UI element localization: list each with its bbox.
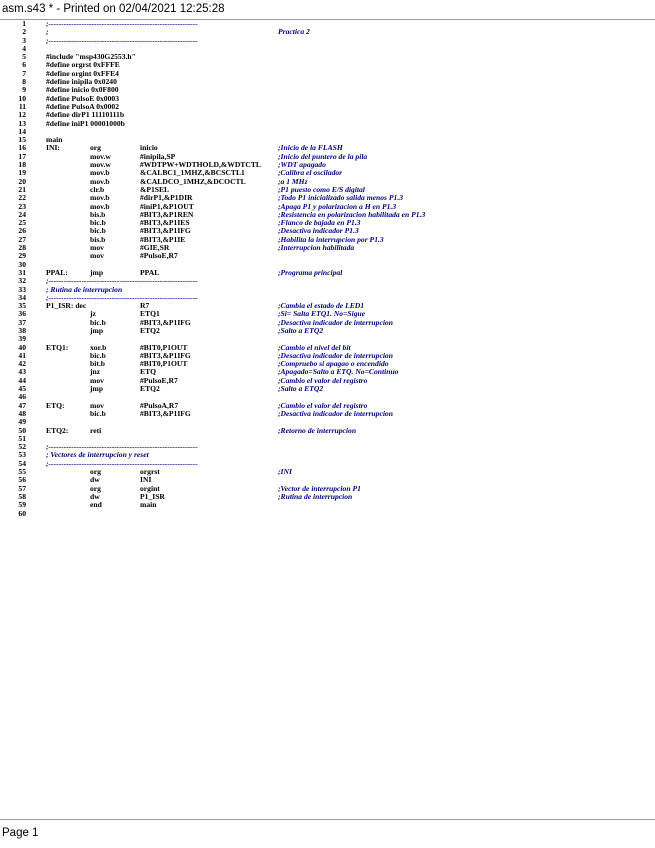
code-opcode: mov <box>90 251 104 261</box>
code-opcode: end <box>90 500 102 510</box>
code-operand: #BIT3,&P1IE <box>140 234 186 244</box>
line-number: 19 <box>18 168 26 178</box>
code-line <box>0 20 655 28</box>
code-line <box>0 128 655 136</box>
code-label: ETQ1: <box>46 342 69 352</box>
code-comment: ;Todo P1 inicializado salida menos P1.3 <box>278 193 404 203</box>
code-operand: #BIT3,&P1IFG <box>140 350 191 360</box>
code-opcode: org <box>90 143 101 153</box>
code-comment: ;Retorno de interrupcion <box>278 425 357 435</box>
code-comment: ;Inicio del puntero de la pila <box>278 151 368 161</box>
code-operand: inicio <box>140 143 158 153</box>
code-operand: INI <box>140 475 152 485</box>
line-number: 26 <box>18 226 26 236</box>
code-label: INI: <box>46 143 60 153</box>
code-operand: P1_ISR <box>140 491 165 501</box>
code-comment: ;Habilita la interrupcion por P1.3 <box>278 234 384 244</box>
code-opcode: org <box>90 467 101 477</box>
code-operand: &P1SEL <box>140 184 170 194</box>
line-number: 21 <box>18 184 26 194</box>
line-number: 7 <box>22 68 26 78</box>
code-line <box>0 427 655 435</box>
code-opcode: jmp <box>90 384 104 394</box>
code-operand: #BIT3,&P1IFG <box>140 226 191 236</box>
page-number: Page 1 <box>2 827 39 839</box>
code-label: ETQ: <box>46 400 65 410</box>
code-line <box>0 501 655 509</box>
code-comment: ;Desactiva indicador de interrupcion <box>278 317 393 327</box>
code-comment: ;Cambio el valor del registro <box>278 400 368 410</box>
line-number: 51 <box>18 433 26 443</box>
line-number: 33 <box>18 284 26 294</box>
footer-divider <box>0 819 655 820</box>
code-opcode: mov.w <box>90 160 111 170</box>
code-opcode: bic.b <box>90 317 106 327</box>
code-operand: ETQ <box>140 367 157 377</box>
code-comment: ;Desactiva indicador de interrupcion <box>278 350 393 360</box>
title-comment: Practica 2 <box>278 27 310 37</box>
separator-comment: ;----------------------------------------------------------- <box>46 35 198 45</box>
line-number: 55 <box>18 467 26 477</box>
line-number: 44 <box>18 375 26 385</box>
code-opcode: reti <box>90 425 102 435</box>
line-number: 20 <box>18 176 26 186</box>
code-line <box>0 510 655 518</box>
code-opcode: mov.b <box>90 201 110 211</box>
line-number: 12 <box>18 110 26 120</box>
section-comment: ; Vectores de interrupcion y reset <box>46 450 149 460</box>
print-header: asm.s43 * - Printed on 02/04/2021 12:25:28 <box>2 3 225 15</box>
code-line <box>0 385 655 393</box>
line-number: 28 <box>18 243 26 253</box>
code-opcode: xor.b <box>90 342 107 352</box>
code-line <box>0 37 655 45</box>
line-number: 35 <box>18 301 26 311</box>
line-number: 59 <box>18 500 26 510</box>
code-comment: ;P1 puesto como E/S digital <box>278 184 365 194</box>
code-line <box>0 410 655 418</box>
code-opcode: bit.b <box>90 359 105 369</box>
code-opcode: mov.b <box>90 193 110 203</box>
line-number: 52 <box>18 442 26 452</box>
code-comment: ;Programa principal <box>278 267 343 277</box>
code-opcode: bis.b <box>90 234 106 244</box>
line-number: 30 <box>18 259 26 269</box>
line-number: 37 <box>18 317 26 327</box>
separator-comment: ;----------------------------------------------------------- <box>46 442 198 452</box>
code-comment: ;Desactiva indicador de interrupcion <box>278 408 393 418</box>
line-number: 58 <box>18 491 26 501</box>
code-opcode: bic.b <box>90 226 106 236</box>
code-comment: ;Si= Salta ETQ1. No=Sigue <box>278 309 366 319</box>
code-label: PPAL: <box>46 267 68 277</box>
line-number: 1 <box>22 19 26 28</box>
code-comment: ;Interrupcion habilitada <box>278 243 355 253</box>
code-comment: ;Resistencia en polarizacion habilitada en P1.3 <box>278 209 426 219</box>
code-opcode: mov.b <box>90 176 110 186</box>
separator-comment: ;----------------------------------------------------------- <box>46 458 198 468</box>
line-number: 53 <box>18 450 26 460</box>
line-number: 10 <box>18 93 26 103</box>
code-label: #define dirP1 11110111b <box>46 110 125 120</box>
code-opcode: dw <box>90 475 100 485</box>
code-operand: #PulsoE,R7 <box>140 251 178 261</box>
code-label: #define PulsoE 0x0003 <box>46 93 119 103</box>
code-opcode: mov.b <box>90 168 110 178</box>
line-number: 23 <box>18 201 26 211</box>
line-number: 25 <box>18 218 26 228</box>
code-label: #define iniP1 00001000b <box>46 118 125 128</box>
line-number: 27 <box>18 234 26 244</box>
code-comment: ;a 1 MHz <box>278 176 308 186</box>
line-number: 32 <box>18 276 26 286</box>
line-number: 8 <box>22 77 26 87</box>
code-operand: ETQ2 <box>140 384 160 394</box>
code-operand: #inipila,SP <box>140 151 176 161</box>
code-comment: ;Compruebo si apagao o encendido <box>278 359 389 369</box>
code-comment: ;Vector de interrupcion P1 <box>278 483 361 493</box>
code-operand: &CALDCO_1MHZ,&DCOCTL <box>140 176 246 186</box>
code-operand: #BIT0,P1OUT <box>140 342 188 352</box>
code-line <box>0 252 655 260</box>
code-operand: #dirP1,&P1DIR <box>140 193 193 203</box>
line-number: 60 <box>18 508 26 518</box>
code-opcode: bic.b <box>90 350 106 360</box>
code-operand: #GIE,SR <box>140 243 170 253</box>
line-number: 18 <box>18 160 26 170</box>
code-comment: ;Cambia el estado de LED1 <box>278 301 365 311</box>
code-opcode: dw <box>90 491 100 501</box>
code-opcode: org <box>90 483 101 493</box>
code-opcode: jnz <box>90 367 101 377</box>
code-comment: ;Apagado=Salto a ETQ. No=Continuo <box>278 367 399 377</box>
code-label: #include "msp430G2553.h" <box>46 52 136 62</box>
code-operand: #BIT0,P1OUT <box>140 359 188 369</box>
code-operand: orgrst <box>140 467 160 477</box>
code-comment: ;Cambio el nivel del bit <box>278 342 351 352</box>
code-opcode: mov <box>90 243 104 253</box>
line-number: 6 <box>22 60 26 70</box>
line-number: 11 <box>18 101 26 111</box>
code-line <box>0 120 655 128</box>
code-operand: #iniP1,&P1OUT <box>140 201 194 211</box>
code-line <box>0 327 655 335</box>
line-number: 22 <box>18 193 26 203</box>
code-comment: ;Rutina de interrupcion <box>278 491 353 501</box>
code-operand: #BIT3,&P1IFG <box>140 408 191 418</box>
line-number: 15 <box>18 135 26 145</box>
section-comment: ; Rutina de interrupcion <box>46 284 123 294</box>
line-number: 16 <box>18 143 26 153</box>
code-opcode: mov.w <box>90 151 111 161</box>
code-comment: ;INI <box>278 467 292 477</box>
line-number: 41 <box>18 350 26 360</box>
line-number: 13 <box>18 118 26 128</box>
line-number: 54 <box>18 458 26 468</box>
line-number: 14 <box>18 126 26 136</box>
separator-comment: ;----------------------------------------------------------- <box>46 292 198 302</box>
code-listing <box>0 20 655 518</box>
code-operand: ETQ2 <box>140 325 160 335</box>
separator-comment: ;----------------------------------------------------------- <box>46 276 198 286</box>
line-number: 57 <box>18 483 26 493</box>
code-opcode: jmp <box>90 267 104 277</box>
code-label: ETQ2: <box>46 425 69 435</box>
code-operand: #PulsoE,R7 <box>140 375 178 385</box>
line-number: 48 <box>18 408 26 418</box>
line-number: 38 <box>18 325 26 335</box>
code-comment: ;Inicio de la FLASH <box>278 143 343 153</box>
line-number: 39 <box>18 334 26 344</box>
code-opcode: bis.b <box>90 209 106 219</box>
code-operand: #BIT3,&P1IFG <box>140 317 191 327</box>
line-number: 17 <box>18 151 26 161</box>
line-number: 31 <box>18 267 26 277</box>
separator-comment: ;----------------------------------------------------------- <box>46 19 198 28</box>
code-label: #define inicio 0x0F800 <box>46 85 119 95</box>
line-number: 34 <box>18 292 26 302</box>
code-opcode: jmp <box>90 325 104 335</box>
code-label: #define PulsoA 0x0002 <box>46 101 119 111</box>
code-opcode: mov <box>90 400 104 410</box>
code-comment: ;Cambio el valor del registro <box>278 375 368 385</box>
line-number: 4 <box>22 43 26 53</box>
code-comment: ;Apaga P1 y polarizacion a H en P1.3 <box>278 201 397 211</box>
line-number: 3 <box>22 35 26 45</box>
code-opcode: mov <box>90 375 104 385</box>
code-operand: orgint <box>140 483 160 493</box>
code-operand: &CALBC1_1MHZ,&BCSCTL1 <box>140 168 245 178</box>
line-number: 49 <box>18 417 26 427</box>
code-operand: PPAL <box>140 267 160 277</box>
line-number: 43 <box>18 367 26 377</box>
line-number: 46 <box>18 392 26 402</box>
line-number: 50 <box>18 425 26 435</box>
line-number: 45 <box>18 384 26 394</box>
code-operand: #PulsoA,R7 <box>140 400 179 410</box>
code-comment: ;Salto a ETQ2 <box>278 325 324 335</box>
line-number: 56 <box>18 475 26 485</box>
code-label: #define orgint 0xFFE4 <box>46 68 119 78</box>
code-opcode: bic.b <box>90 408 106 418</box>
line-number: 42 <box>18 359 26 369</box>
code-opcode: jz <box>90 309 96 319</box>
line-number: 36 <box>18 309 26 319</box>
code-comment: ;Salto a ETQ2 <box>278 384 324 394</box>
code-operand: ETQ1 <box>140 309 160 319</box>
section-comment: ; <box>46 27 49 37</box>
line-number: 24 <box>18 209 26 219</box>
code-operand: R7 <box>140 301 150 311</box>
line-number: 5 <box>22 52 26 62</box>
line-number: 40 <box>18 342 26 352</box>
line-number: 9 <box>22 85 26 95</box>
code-operand: #WDTPW+WDTHOLD,&WDTCTL <box>140 160 261 170</box>
code-operand: #BIT3,&P1IES <box>140 218 190 228</box>
line-number: 2 <box>22 27 26 37</box>
code-comment: ;WDT apagado <box>278 160 326 170</box>
line-number: 29 <box>18 251 26 261</box>
code-label: #define inipila 0x0240 <box>46 77 117 87</box>
code-label: #define orgrst 0xFFFE <box>46 60 120 70</box>
line-number: 47 <box>18 400 26 410</box>
code-opcode: clr.b <box>90 184 105 194</box>
code-comment: ;Desactiva indicador P1.3 <box>278 226 359 236</box>
code-opcode: bic.b <box>90 218 106 228</box>
code-operand: main <box>140 500 157 510</box>
code-label: P1_ISR: dec <box>46 301 87 311</box>
code-operand: #BIT3,&P1REN <box>140 209 194 219</box>
code-comment: ;Flanco de bajada en P1.3 <box>278 218 361 228</box>
code-comment: ;Calibra el oscilador <box>278 168 343 178</box>
code-label: main <box>46 135 63 145</box>
